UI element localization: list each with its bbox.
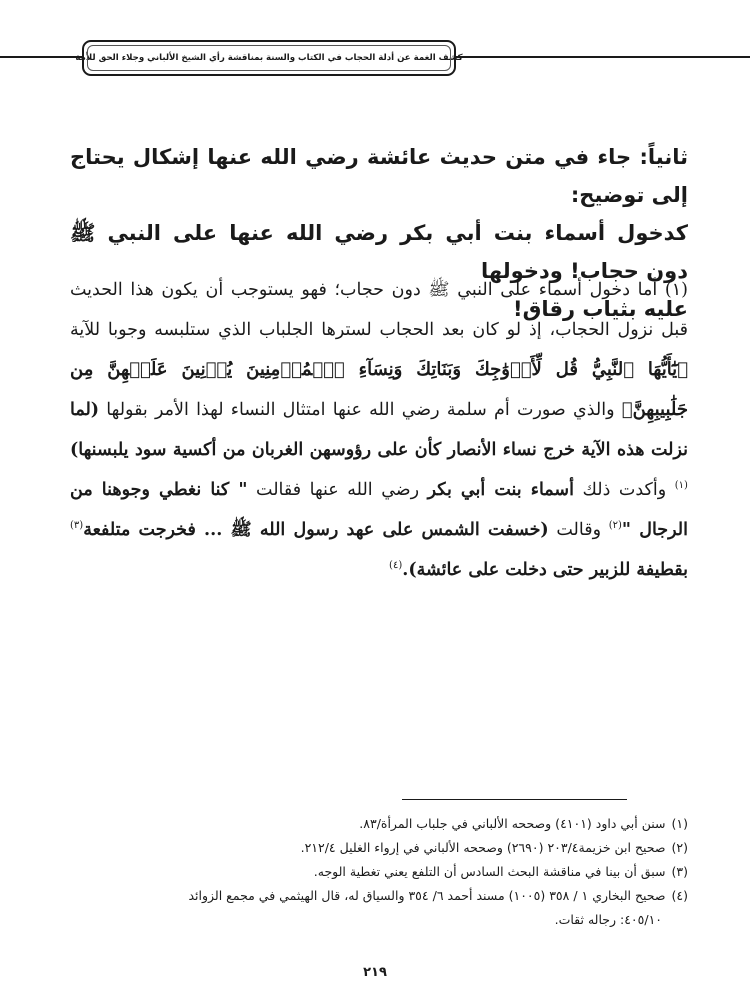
footnote-ref-2: (٢) — [608, 520, 622, 532]
footnote-text: سبق أن بينا في مناقشة البحث السادس أن التلفع يعني تغطية الوجه. — [313, 864, 666, 879]
footnote-number: (١) — [671, 816, 688, 831]
asma-name: أسماء بنت أبي بكر — [427, 480, 574, 500]
footnote-number: (٤) — [671, 888, 688, 903]
heading-line-2: كدخول أسماء بنت أبي بكر رضي الله عنها على النبي ﷺ دون حجاب! ودخولها — [70, 221, 688, 283]
footnote-text: ٤٠٥/١٠: رجاله ثقات. — [554, 912, 662, 927]
header-rule-right — [450, 56, 750, 58]
heading-line-1: ثانياً: جاء في متن حديث عائشة رضي الله عنها إشكال يحتاج إلى توضيح: — [70, 145, 688, 207]
footnote-text: سنن أبي داود (٤١٠١) وصححه الألباني في جلباب المرأة/٨٣. — [359, 816, 666, 831]
paragraph-after-verse: والذي صورت أم سلمة رضي الله عنها امتثال النساء لهذا الأمر بقولها — [106, 400, 615, 420]
heading-line-3: عليه بثياب رقاق! — [513, 297, 688, 321]
asma-quote: " كنا نغطي وجوهنا من الرجال " — [70, 480, 688, 540]
footnote-separator — [402, 799, 627, 800]
asma-intro: وأكدت ذلك — [582, 480, 667, 500]
footnotes — [70, 812, 688, 932]
footnote-4-continued — [70, 908, 688, 932]
footnote-ref-4: (٤) — [389, 560, 403, 572]
aisha-quote-end: بقطيفة للزبير حتى دخلت على عائشة). — [402, 560, 688, 580]
quran-verse: ﴿يَٰٓأَيُّهَا ٱلنَّبِيُّ قُل لِّأَزۡوَٰجِكَ وَبَنَاتِكَ وَنِسَآءِ ٱلۡمُؤۡمِنِينَ يُدۡنِينَ عَلَيۡهِنَّ مِن جَلَٰبِيبِهِنَّ﴾ — [70, 359, 688, 420]
footnote-text: صحيح ابن خزيمة٢٠٣/٤ (٢٦٩٠) وصححه الألباني في إرواء الغليل ٢١٢/٤. — [300, 840, 666, 855]
aisha-quote: (خسفت الشمس على عهد رسول الله ﷺ ... فخرجت متلفعة — [83, 520, 549, 540]
footnote-ref-1: (١) — [674, 480, 688, 492]
footnote-4 — [70, 884, 688, 908]
footnote-text: صحيح البخاري ١ / ٣٥٨ (١٠٠٥) مسند أحمد ٦/ ٣٥٤ والسياق له، قال الهيثمي في مجمع الزوائد — [188, 888, 666, 903]
footnote-1 — [70, 812, 688, 836]
paragraph-intro: (١) أما دخول أسماء على النبي ﷺ دون حجاب؛ فهو يستوجب أن يكون هذا الحديث قبل نزول الحجاب، إذ لو كان بعد الحجاب لسترها الجلباب الذي ستلبسه وجوبا للآية — [70, 280, 688, 340]
umm-salama-quote: (لما نزلت هذه الآية خرج نساء الأنصار كأن على رؤوسهن الغربان من أكسية سود يلبسنها) — [70, 400, 688, 460]
asma-rest: رضي الله عنها فقالت — [256, 480, 420, 500]
running-title: كشف الغمة عن أدلة الحجاب في الكتاب والسنة بمناقشة رأي الشيخ الألباني وجلاء الحق للأمة — [75, 53, 463, 63]
footnote-number: (٣) — [671, 864, 688, 879]
footnote-3 — [70, 860, 688, 884]
running-header — [75, 40, 463, 76]
footnote-ref-3: (٣) — [70, 520, 84, 532]
page-number: ٢١٩ — [363, 965, 387, 980]
footnote-number: (٢) — [671, 840, 688, 855]
aisha-intro: وقالت — [556, 520, 602, 540]
footnote-2 — [70, 836, 688, 860]
body-paragraph — [70, 270, 688, 590]
